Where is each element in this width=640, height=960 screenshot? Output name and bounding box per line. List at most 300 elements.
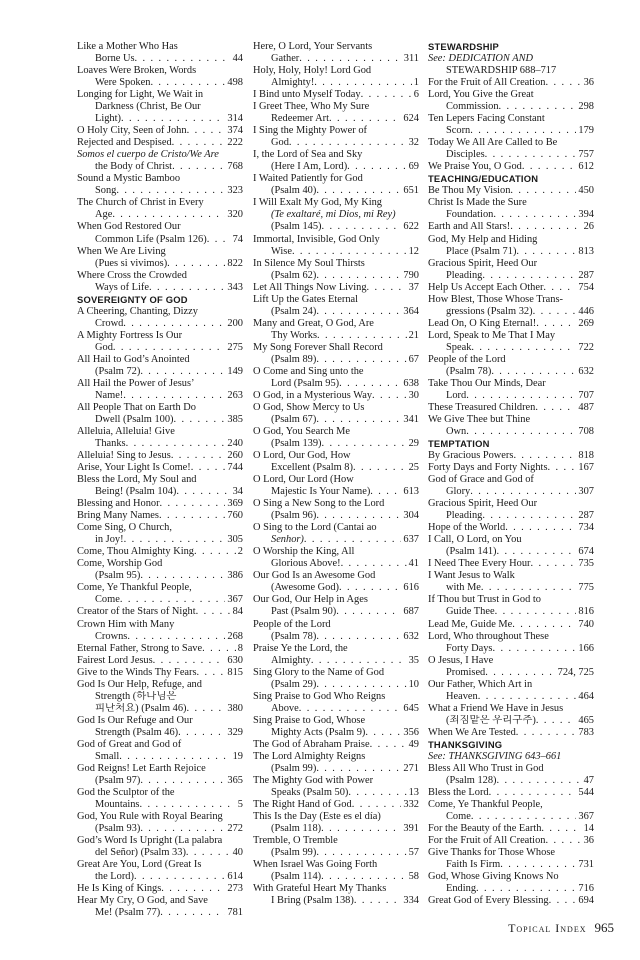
entry-continuation	[253, 871, 419, 883]
index-entry	[253, 643, 419, 655]
entry-title: Longing for Light, We Wait in	[77, 89, 204, 101]
entry-title: (Psalm 139)	[271, 438, 322, 450]
entry-continuation	[77, 234, 243, 246]
dot-leader	[160, 498, 226, 510]
entry-continuation	[253, 679, 419, 691]
index-entry	[77, 739, 243, 751]
hymn-number: 167	[578, 462, 594, 474]
entry-continuation	[77, 823, 243, 835]
dot-leader	[347, 161, 406, 173]
entry-title: When We Are Living	[77, 245, 166, 257]
index-entry	[253, 751, 419, 763]
entry-title: Bless the Lord, My Soul and	[77, 474, 197, 486]
entry-title: I Call, O Lord, on You	[428, 534, 522, 546]
index-entry	[428, 137, 594, 149]
dot-leader	[316, 631, 401, 643]
hymn-number: 638	[403, 377, 419, 389]
dot-leader	[311, 655, 407, 667]
hymn-number: 41	[408, 558, 419, 570]
hymn-number: 69	[408, 161, 419, 173]
entry-continuation	[253, 306, 419, 318]
page-footer	[508, 920, 614, 936]
entry-continuation	[253, 438, 419, 450]
index-entry	[77, 522, 243, 534]
entry-title: (Psalm 145)	[271, 221, 322, 233]
entry-title: Wise	[271, 245, 292, 257]
hymn-number: 707	[578, 389, 594, 401]
entry-title: God	[95, 341, 113, 353]
dot-leader	[113, 342, 226, 354]
index-entry	[428, 522, 594, 534]
dot-leader	[160, 907, 225, 919]
entry-title: Redeemer Art	[271, 113, 329, 125]
hymn-number: 744	[227, 462, 243, 474]
index-entry	[428, 474, 594, 486]
hymn-number: 783	[578, 726, 594, 738]
entry-title: By Gracious Powers	[428, 450, 514, 462]
entry-title: O God, Show Mercy to Us	[253, 401, 365, 413]
entry-continuation	[77, 161, 243, 173]
entry-title: Blessing and Honor	[77, 498, 160, 510]
hymn-number: 694	[578, 895, 594, 907]
heading-text: SOVEREIGNTY OF GOD	[77, 293, 188, 305]
index-entry	[428, 258, 594, 270]
dot-leader	[140, 570, 225, 582]
dot-leader	[317, 330, 407, 342]
entry-title: Strength (Psalm 46)	[95, 726, 179, 738]
hymn-number: 731	[578, 859, 594, 871]
entry-title: the Lord)	[95, 871, 134, 883]
dot-leader	[492, 643, 576, 655]
entry-continuation	[253, 161, 419, 173]
index-entry	[77, 811, 243, 823]
entry-continuation	[253, 534, 419, 546]
index-entry	[428, 763, 594, 775]
dot-leader	[191, 462, 226, 474]
entry-title: Place (Psalm 71)	[446, 245, 517, 257]
section-heading	[428, 438, 594, 450]
hymn-number: 36	[583, 77, 594, 89]
index-entry	[428, 558, 594, 570]
entry-title: Strength (하나님은	[95, 690, 177, 702]
dot-leader	[322, 438, 407, 450]
entry-title: Lord, Who throughout These	[428, 630, 549, 642]
entry-title: God’s Word Is Upright (La palabra	[77, 835, 223, 847]
index-entry	[428, 631, 594, 643]
entry-title: O Holy City, Seen of John	[77, 125, 187, 137]
hymn-number: 14	[583, 823, 594, 835]
entry-title: With Grateful Heart My Thanks	[253, 883, 387, 895]
index-entry	[77, 835, 243, 847]
section-heading	[428, 41, 594, 53]
entry-continuation	[428, 270, 594, 282]
index-entry	[77, 462, 243, 474]
index-entry	[428, 835, 594, 847]
hymn-number: 367	[578, 811, 594, 822]
index-entry	[77, 402, 243, 414]
entry-title: O Lord, Our Lord (How	[253, 474, 354, 486]
hymn-number: 304	[403, 510, 419, 522]
entry-title: Lord	[446, 389, 467, 401]
dot-leader	[159, 510, 225, 522]
entry-continuation	[428, 775, 594, 787]
dot-leader	[316, 763, 401, 775]
dot-leader	[121, 113, 225, 125]
hymn-number: 822	[227, 257, 243, 269]
entry-title: gressions (Psalm 32)	[446, 305, 533, 317]
entry-continuation	[253, 655, 419, 667]
hymn-number: 29	[408, 438, 419, 450]
entry-title: Darkness (Christ, Be Our	[95, 101, 201, 113]
index-entry	[77, 679, 243, 691]
entry-title: Ways of Life	[95, 281, 149, 293]
index-entry	[77, 149, 243, 161]
entry-title: Come	[446, 811, 471, 822]
hymn-number: 612	[578, 161, 594, 173]
hymn-number: 716	[578, 883, 594, 895]
index-entry	[77, 606, 243, 618]
entry-continuation	[253, 462, 419, 474]
entry-continuation	[253, 727, 419, 739]
entry-title: Scorn	[446, 125, 471, 137]
entry-title: O Jesus, I Have	[428, 654, 494, 666]
hymn-number: 775	[578, 582, 594, 594]
heading-text: THANKSGIVING	[428, 738, 503, 750]
index-entry	[253, 811, 419, 823]
index-entry	[428, 871, 594, 883]
hymn-number: 314	[227, 113, 243, 125]
entry-title: Eternal Father, Strong to Save	[77, 642, 203, 654]
index-entry	[253, 402, 419, 414]
heading-text: TEMPTATION	[428, 438, 490, 450]
entry-title: I Want Jesus to Walk	[428, 570, 515, 582]
dot-leader	[119, 751, 230, 763]
hymn-number: 369	[227, 498, 243, 510]
entry-title: (Psalm 29)	[271, 678, 317, 690]
index-entry	[77, 221, 243, 233]
dot-leader	[485, 667, 555, 679]
entry-continuation	[253, 378, 419, 390]
index-entry	[428, 185, 594, 197]
entry-continuation	[77, 751, 243, 763]
entry-title: For the Fruit of All Creation	[428, 77, 546, 89]
entry-title: Somos el cuerpo de Cristo/We Are	[77, 149, 219, 161]
index-entry	[77, 450, 243, 462]
hymn-number: 298	[578, 101, 594, 113]
hymn-number: 816	[578, 606, 594, 618]
hymn-number: 630	[227, 654, 243, 666]
dot-leader	[370, 486, 401, 498]
entry-continuation	[77, 594, 243, 606]
entry-title: Come, Thou Almighty King	[77, 546, 194, 558]
entry-title: Speaks (Psalm 50)	[271, 786, 349, 798]
index-entry	[428, 594, 594, 606]
entry-title: The God of Abraham Praise	[253, 738, 370, 750]
dot-leader	[172, 161, 225, 173]
entry-title: (Psalm 78)	[446, 365, 492, 377]
entry-continuation	[428, 209, 594, 221]
dot-leader	[197, 667, 226, 679]
dot-leader	[339, 378, 401, 390]
entry-title: Bless All Who Trust in God	[428, 762, 544, 774]
index-entry	[253, 390, 419, 402]
entry-title: Great Are You, Lord (Great Is	[77, 859, 202, 871]
entry-title: Light)	[95, 113, 121, 125]
dot-leader	[150, 77, 225, 89]
dot-leader	[171, 450, 226, 462]
entry-title: I, the Lord of Sea and Sky	[253, 149, 363, 161]
entry-title: The Right Hand of God	[253, 798, 352, 810]
entry-continuation	[77, 53, 243, 65]
entry-title: O Lord, Our God, How	[253, 450, 351, 462]
entry-title: See: THANKSGIVING 643–661	[428, 750, 562, 762]
entry-title: See: DEDICATION AND	[428, 53, 534, 65]
entry-title: Small	[95, 750, 120, 762]
entry-title: Senhor)	[271, 534, 304, 546]
entry-title: Me! (Psalm 77)	[95, 907, 161, 919]
entry-title: Lord (Psalm 95)	[271, 377, 340, 389]
dot-leader	[207, 234, 231, 246]
entry-continuation	[253, 330, 419, 342]
dot-leader	[202, 643, 236, 655]
hymn-number: 200	[227, 317, 243, 329]
index-entry	[428, 799, 594, 811]
dot-leader	[176, 486, 230, 498]
entry-continuation	[428, 426, 594, 438]
index-entry	[428, 77, 594, 89]
index-entry	[428, 378, 594, 390]
entry-continuation	[428, 366, 594, 378]
hymn-number: 323	[227, 185, 243, 197]
index-entry	[77, 715, 243, 727]
hymn-number: 67	[408, 353, 419, 365]
entry-title: (Psalm 72)	[95, 365, 141, 377]
entry-title: God, Whose Giving Knows No	[428, 871, 559, 883]
entry-title: with Me	[446, 582, 481, 594]
index-entry	[428, 787, 594, 799]
entry-title: (Psalm 141)	[446, 546, 497, 558]
entry-title: All Hail the Power of Jesus’	[77, 377, 195, 389]
entry-title: I Bring (Psalm 138)	[271, 895, 354, 907]
entry-title: Lead On, O King Eternal!	[428, 317, 537, 329]
entry-continuation	[428, 546, 594, 558]
entry-title: People of the Lord	[253, 618, 331, 630]
dot-leader	[548, 462, 577, 474]
dot-leader	[370, 739, 407, 751]
hymn-number: 632	[403, 630, 419, 642]
entry-title: When Israel Was Going Forth	[253, 859, 378, 871]
dot-leader	[123, 318, 225, 330]
entry-title: I Will Exalt My God, My King	[253, 197, 382, 209]
entry-title: God Reigns! Let Earth Rejoice	[77, 762, 206, 774]
hymn-number: 754	[578, 281, 594, 293]
dot-leader	[167, 258, 225, 270]
entry-title: (Psalm 62)	[271, 269, 317, 281]
dot-leader	[545, 77, 581, 89]
entry-title: What a Friend We Have in Jesus	[428, 702, 564, 714]
entry-title: (Psalm 99)	[271, 847, 317, 859]
entry-continuation	[428, 510, 594, 522]
entry-continuation	[428, 715, 594, 727]
dot-leader	[127, 631, 225, 643]
hymn-number: 332	[403, 798, 419, 810]
hymn-number: 305	[227, 534, 243, 546]
dot-leader	[512, 619, 576, 631]
hymn-number: 374	[227, 125, 243, 137]
hymn-number: 320	[227, 209, 243, 221]
entry-title: Help Us Accept Each Other	[428, 281, 544, 293]
index-entry	[253, 197, 419, 209]
entry-continuation	[253, 77, 419, 89]
hymn-number: 273	[227, 883, 243, 895]
entry-title: All Hail to God’s Anointed	[77, 353, 190, 365]
index-entry	[428, 450, 594, 462]
entry-title: Mighty Acts (Psalm 9)	[271, 726, 366, 738]
index-entry	[77, 558, 243, 570]
entry-title: (Psalm 93)	[95, 823, 141, 835]
dot-leader	[316, 414, 401, 426]
entry-title: Earth and All Stars!	[428, 221, 511, 233]
entry-title: Crowd	[95, 317, 124, 329]
entry-title: Forty Days	[446, 642, 493, 654]
entry-continuation	[253, 763, 419, 775]
entry-continuation	[428, 811, 594, 823]
entry-title: How Blest, Those Whose Trans-	[428, 293, 563, 305]
entry-title: STEWARDSHIP 688–717	[446, 65, 557, 77]
entry-continuation	[77, 907, 243, 919]
entry-continuation	[428, 643, 594, 655]
dot-leader	[549, 895, 577, 907]
entry-title: O Sing a New Song to the Lord	[253, 498, 385, 510]
entry-title: God of Grace and God of	[428, 474, 534, 486]
entry-title: A Cheering, Chanting, Dizzy	[77, 305, 198, 317]
entry-continuation	[77, 703, 243, 715]
index-entry	[253, 366, 419, 378]
dot-leader	[493, 209, 576, 221]
index-entry	[77, 582, 243, 594]
dot-leader	[533, 306, 577, 318]
index-column-3	[428, 41, 594, 907]
entry-title: (Psalm 114)	[271, 871, 322, 883]
entry-title: Song	[95, 185, 117, 197]
dot-leader	[178, 727, 225, 739]
heading-text: TEACHING/EDUCATION	[428, 173, 539, 185]
hymn-number: 260	[227, 450, 243, 462]
entry-title: Arise, Your Light Is Come!	[77, 462, 191, 474]
hymn-number: 622	[403, 221, 419, 233]
dot-leader	[476, 883, 576, 895]
entry-title: Our God Is an Awesome God	[253, 570, 376, 582]
dot-leader	[289, 137, 407, 149]
entry-title: Many and Great, O God, Are	[253, 317, 374, 329]
entry-title: My Song Forever Shall Record	[253, 341, 383, 353]
entry-title: Past (Psalm 90)	[271, 606, 337, 618]
entry-title: Heaven	[446, 690, 478, 702]
hymn-number: 386	[227, 570, 243, 582]
dot-leader	[316, 847, 406, 859]
hymn-number: 271	[403, 762, 419, 774]
index-entry	[77, 306, 243, 318]
see-reference	[428, 751, 594, 763]
entry-title: Our Father, Which Art in	[428, 678, 533, 690]
dot-leader	[304, 534, 402, 546]
hymn-number: 651	[403, 185, 419, 197]
entry-title: Pleading	[446, 510, 483, 522]
dot-leader	[187, 125, 226, 137]
dot-leader	[123, 390, 225, 402]
index-entry	[253, 89, 419, 101]
entry-continuation	[253, 895, 419, 907]
entry-title: Immortal, Invisible, God Only	[253, 233, 380, 245]
entry-continuation	[253, 703, 419, 715]
entry-title: Fairest Lord Jesus	[77, 654, 153, 666]
entry-continuation	[428, 65, 594, 77]
entry-title: Alleluia! Sing to Jesus	[77, 450, 171, 462]
index-entry	[253, 450, 419, 462]
hymn-number: 36	[583, 835, 594, 847]
hymn-number: 13	[408, 786, 419, 798]
dot-leader	[316, 306, 401, 318]
dot-leader	[172, 137, 226, 149]
entry-title: Come Sing, O Church,	[77, 522, 172, 534]
hymn-number: 815	[227, 666, 243, 678]
entry-continuation	[253, 185, 419, 197]
hymn-number: 740	[578, 618, 594, 630]
index-entry	[428, 161, 594, 173]
entry-continuation	[428, 667, 594, 679]
dot-leader	[485, 149, 577, 161]
entry-continuation	[77, 101, 243, 113]
dot-leader	[322, 221, 402, 233]
index-entry	[77, 474, 243, 486]
entry-title: Sing Glory to the Name of God	[253, 666, 385, 678]
entry-title: O God, in a Mysterious Way	[253, 389, 373, 401]
entry-continuation	[253, 558, 419, 570]
entry-continuation	[428, 149, 594, 161]
dot-leader	[140, 823, 225, 835]
dot-leader	[341, 558, 407, 570]
dot-leader	[329, 113, 401, 125]
entry-title: Excellent (Psalm 8)	[271, 462, 353, 474]
dot-leader	[470, 125, 576, 137]
hymn-number: 5	[237, 798, 243, 810]
entry-title: Ten Lepers Facing Constant	[428, 113, 545, 125]
entry-title: Name!	[95, 389, 124, 401]
index-entry	[253, 65, 419, 77]
entry-title: Holy, Holy, Holy! Lord God	[253, 65, 372, 77]
entry-title: The Lord Almighty Reigns	[253, 750, 366, 762]
hymn-number: 385	[227, 413, 243, 425]
entry-continuation	[77, 486, 243, 498]
entry-title: (Psalm 96)	[271, 510, 317, 522]
entry-title: Come	[95, 594, 120, 606]
section-heading	[428, 173, 594, 185]
entry-title: (Psalm 24)	[271, 305, 317, 317]
entry-title: God, You Rule with Royal Bearing	[77, 811, 223, 822]
entry-title: Gracious Spirit, Heed Our	[428, 257, 538, 269]
index-entry	[428, 197, 594, 209]
entry-title: Thanks	[95, 438, 126, 450]
entry-title: Be Thou My Vision	[428, 185, 511, 197]
dot-leader	[513, 450, 576, 462]
hymn-number: 614	[227, 871, 243, 883]
hymn-number: 19	[232, 750, 243, 762]
entry-title: (Psalm 128)	[446, 774, 497, 786]
entry-title: Lead Me, Guide Me	[428, 618, 513, 630]
entry-continuation	[77, 534, 243, 546]
entry-continuation	[253, 823, 419, 835]
index-entry	[77, 270, 243, 282]
